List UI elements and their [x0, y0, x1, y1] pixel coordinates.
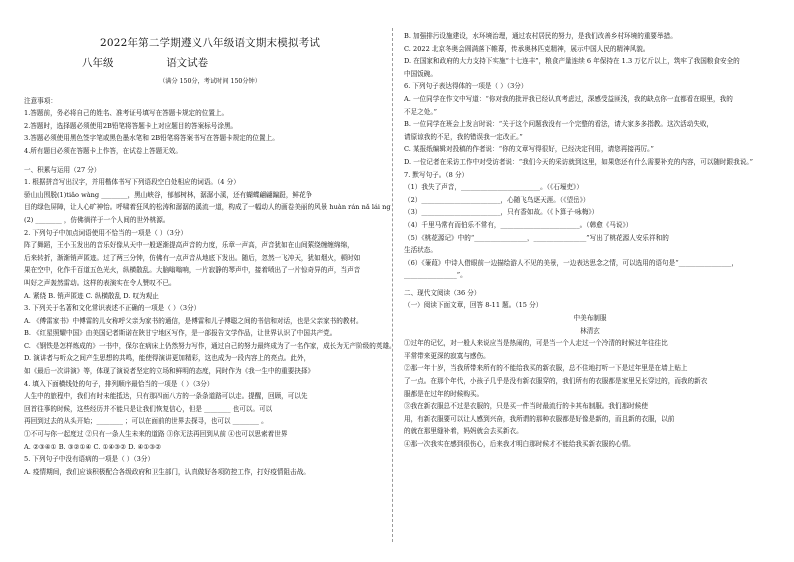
notes-heading: 注意事项：	[24, 96, 57, 105]
question-line: B. 加强排污设施建设，水环境治理，通过农村居民的努力，是我们改善乡村环境的重要举措。	[404, 32, 677, 40]
reading-instruction: （一）阅读下面文章，回答 8-11 题。（15 分）	[404, 301, 543, 310]
question-line: A. 一位同学在作文中写道：“你对我的批评我已经认真考虑过，深感受益匪浅，我的缺点你一直都看在眼里，我的	[404, 94, 733, 103]
fill-blank-line: （5）《桃花源记》中的“________________，________________”写出了桃花源人安乐祥和的	[404, 233, 669, 242]
question-line: 骄山山围脱(1)tiǎo wàng ________，黑山峡谷，郁郁树林，潺潺小溪，还有蝴蝶翩翩蹁跹，鲜花争	[24, 190, 313, 199]
question-line: 请原谅我的不足，我的错误我一定改正。”	[404, 132, 523, 141]
question-line: 中国饭碗。	[404, 69, 437, 78]
article-paragraph: ①过年的记忆，对一般人来说应当是热闹的，可是当一个人走过一个冷清的时候过年往往比	[404, 339, 668, 348]
article-paragraph: 用，有新衣服要可以让人感到兴奋，我所谓的那种衣服都是好像是新的，而且新的衣服，以前	[404, 414, 675, 423]
note-item: 3.答题必须使用黑色签字笔或黑色墨水笔和 2B铅笔将答案书写在答题卡规定的位置上。	[24, 134, 279, 143]
question-line: 7. 默写句子。（8 分）	[404, 170, 469, 179]
fill-blank-line: （6）《蒹葭》中诗人借眼前一边描绘游人不见的美景，一边表达思念之情，可以选用的语句是“________________，	[404, 258, 738, 267]
question-line: B. 一位同学在班会上发言时说：“关于这个问题我没有一个完整的看法，请大家多多指教。这次活动失败，	[404, 120, 714, 129]
question-line: D. 在国家和政府的大力支持下实施“十七连丰”，粮食产量连续 6 年保持在 1.3 万亿斤以上，筑牢了我国粮食安全的	[404, 57, 740, 66]
question-line: 6. 下列句子表达得体的一项是（ ）（3分）	[404, 82, 528, 91]
note-item: 2.答题时，选择题必须使用2B铅笔将答题卡上对应题目的答案标号涂黑。	[24, 121, 238, 130]
question-line: 3. 下列关于名著和文化常识表述不正确的一项是（ ）（3分）	[24, 304, 201, 313]
question-line: ①不可与你一起度过 ②只有一条人生未来的道路 ③你无法再回到从前 ④也可以思索着世界	[24, 430, 288, 439]
question-line: D. 一位记者在采访工作中对受访者说：“我们今天的采访就到这里，如果您还有什么需要补充的内容，可以随时跟我说。”	[404, 157, 753, 166]
article-title: 中美布制服	[573, 314, 607, 323]
question-line: 1. 根据拼音写出汉字，并用楷体书写下列语段空白处相应的词语。（4 分）	[24, 178, 240, 187]
note-item: 4.所有题目必须在答题卡上作答，在试卷上答题无效。	[24, 146, 182, 155]
fill-blank-line: （1）我失了声音，________________________。（《石壕吏》）	[404, 183, 583, 192]
article-paragraph: 平常带来更深的寂寞与感伤。	[404, 351, 490, 360]
question-line: 再回到过去的从头开始；________ ；可以在面前的世界去探寻，也可以 ________ 。	[24, 417, 268, 426]
question-line: 回首往事的时候，这些经历并不能只是让我们恢复信心，但是 ________ 也可以。可以	[24, 404, 273, 413]
article-author: 林清玄	[580, 326, 600, 335]
question-line: 4. 填入下面横线处的句子，排列顺序最恰当的一项是（ ）（3分）	[24, 379, 214, 388]
question-line: A. 疫情期间，我们应该积极配合各级政府和卫生部门，认真做好各项防控工作，打好疫情阻击战。	[24, 467, 310, 476]
article-paragraph: 了一点。在那个年代，小孩子几乎是没有新衣服穿的，我们所有的衣服都是家里兄长穿过的，而我的新衣	[404, 377, 708, 386]
question-line: 人生中的旅程中，我们有时未能抵达，只有那四面八方的一条条道路可以走。提醒，回顾，可以先	[24, 392, 308, 401]
question-line: 如《最后一次讲演》等，体现了演说者坚定的立场和鲜明的态度，同时作为《我一生中的重要抉择》	[24, 367, 315, 376]
paper-label: 语文试卷	[166, 57, 209, 69]
article-paragraph: ②那一年十岁，当我所带来所有的不能给我买的新衣服，总不住地打听一下是过年里是在墙上贴上	[404, 364, 688, 373]
right-column	[404, 30, 776, 451]
section-heading: 一、积累与运用（27 分）	[24, 165, 101, 174]
question-line: A. 《傅雷家书》中傅雷的儿女称呼父亲为家书的通信，是傅雷和儿子傅聪之间的书信和对话，也是父亲家书的教材。	[24, 316, 363, 325]
fill-blank-line: （3）________________________，只有香如故。（《卜算子·咏梅》）	[404, 208, 599, 217]
question-line: D. 演讲者与听众之间产生思想的共鸣，能使得演讲更加精彩，这也成为一段内容上的亮点。此外，	[24, 354, 311, 363]
exam-title: 2022年第二学期遵义八年级语文期末模拟考试	[99, 37, 321, 49]
exam-subtitle	[24, 56, 396, 70]
question-line: C. 某报纸编辑对投稿的作者说：“你的文章写得很好，已经决定刊用，请您再接再厉。”	[404, 145, 654, 154]
fill-blank-line: ________________”。	[404, 271, 467, 280]
question-line: 不足之处。”	[404, 107, 438, 116]
article-paragraph: 的就在那里缝补着，妈妈就会去买新衣。	[404, 427, 523, 436]
question-options: A. ②③④① B. ③②①④ C. ①④③② D. ④①③②	[24, 442, 162, 451]
question-options: A. 紧绕 B. 销声匿迹 C. 纵横散乱 D. 叹为观止	[24, 291, 159, 300]
question-line: 阵了舞蹈，王小玉发出的音乐好像从天中一般逐渐提高声音的力度，乐章一声高，声音犹如在山间萦绕缠缠绵绵，	[24, 241, 354, 250]
question-line: 果在空中，化作千百道五色光火，纵横散乱。大脑嗡嗡响，一片寂静的琴声中，接着喷出了一片惊奇异的声，当声音	[24, 266, 361, 275]
question-line: 2. 下列句子中加点词语使用不恰当的一项是（ ）（3分）	[24, 228, 188, 237]
question-line: (2) ________ ，仿佛徜徉于一个人间的世外桃源。	[24, 215, 170, 224]
article-paragraph: ④那一次我实在感到很伤心，后来我才明白那时候才不能给我买新衣服的心情。	[404, 440, 635, 448]
fill-blank-line: （4）千里马常有而伯乐不常有，________________________。（韩愈《马说》）	[404, 220, 633, 229]
grade-label: 八年级	[82, 57, 114, 69]
score-line: （满分 150分，考试时间 150分钟）	[159, 78, 261, 85]
question-line: B. 《红星照耀中国》由美国记者斯诺在陕甘宁地区写作，是一部报告文学作品，让世界认识了中国共产党。	[24, 329, 337, 338]
question-line: 目的绿色屏障，让人心旷神怡。呼啸着狂风的松涛和潺潺的溪流一道，构成了一幅动人的画卷美丽的风景 huàn rán nǎ lái ng	[24, 203, 391, 212]
question-line: C. 《钢铁是怎样炼成的》一书中，保尔在病床上仍然努力写作，通过自己的努力最终成为了一名作家，成长为无产阶级的英雄。	[24, 341, 396, 350]
section-heading: 二、现代文阅读（36 分）	[404, 288, 481, 297]
question-line: 5. 下列句子中没有语病的一项是（ ）（3分）	[24, 455, 155, 464]
question-line: 后来转折，渐渐销声匿迹。过了两三分钟，仿佛有一点声音从地底下发出。随后，忽然一飞冲天，犹如烟火，顿时如	[24, 253, 361, 262]
fill-blank-line: 生活状态。	[404, 246, 437, 255]
article-paragraph: ③我在新衣服总不过是衣服的，只是买一件当时最流行的卡其布制服。我们那时候使	[404, 402, 648, 411]
question-line: C. 2022 北京冬奥会圆满落下帷幕，传承奥林匹克精神，展示中国人民的精神风貌。	[404, 44, 650, 53]
fill-blank-line: （2）________________________，心随飞鸟逐天涯。（《望岳》）	[404, 195, 590, 204]
note-item: 1.答题前，务必将自己的姓名、准考证号填写在答题卡规定的位置上。	[24, 109, 229, 118]
article-paragraph: 服都是在过年的时候购买。	[404, 389, 484, 398]
left-column	[24, 30, 396, 478]
question-line: 叫好之声轰然雷动。这样的表演实在令人赞叹不已。	[24, 278, 176, 287]
